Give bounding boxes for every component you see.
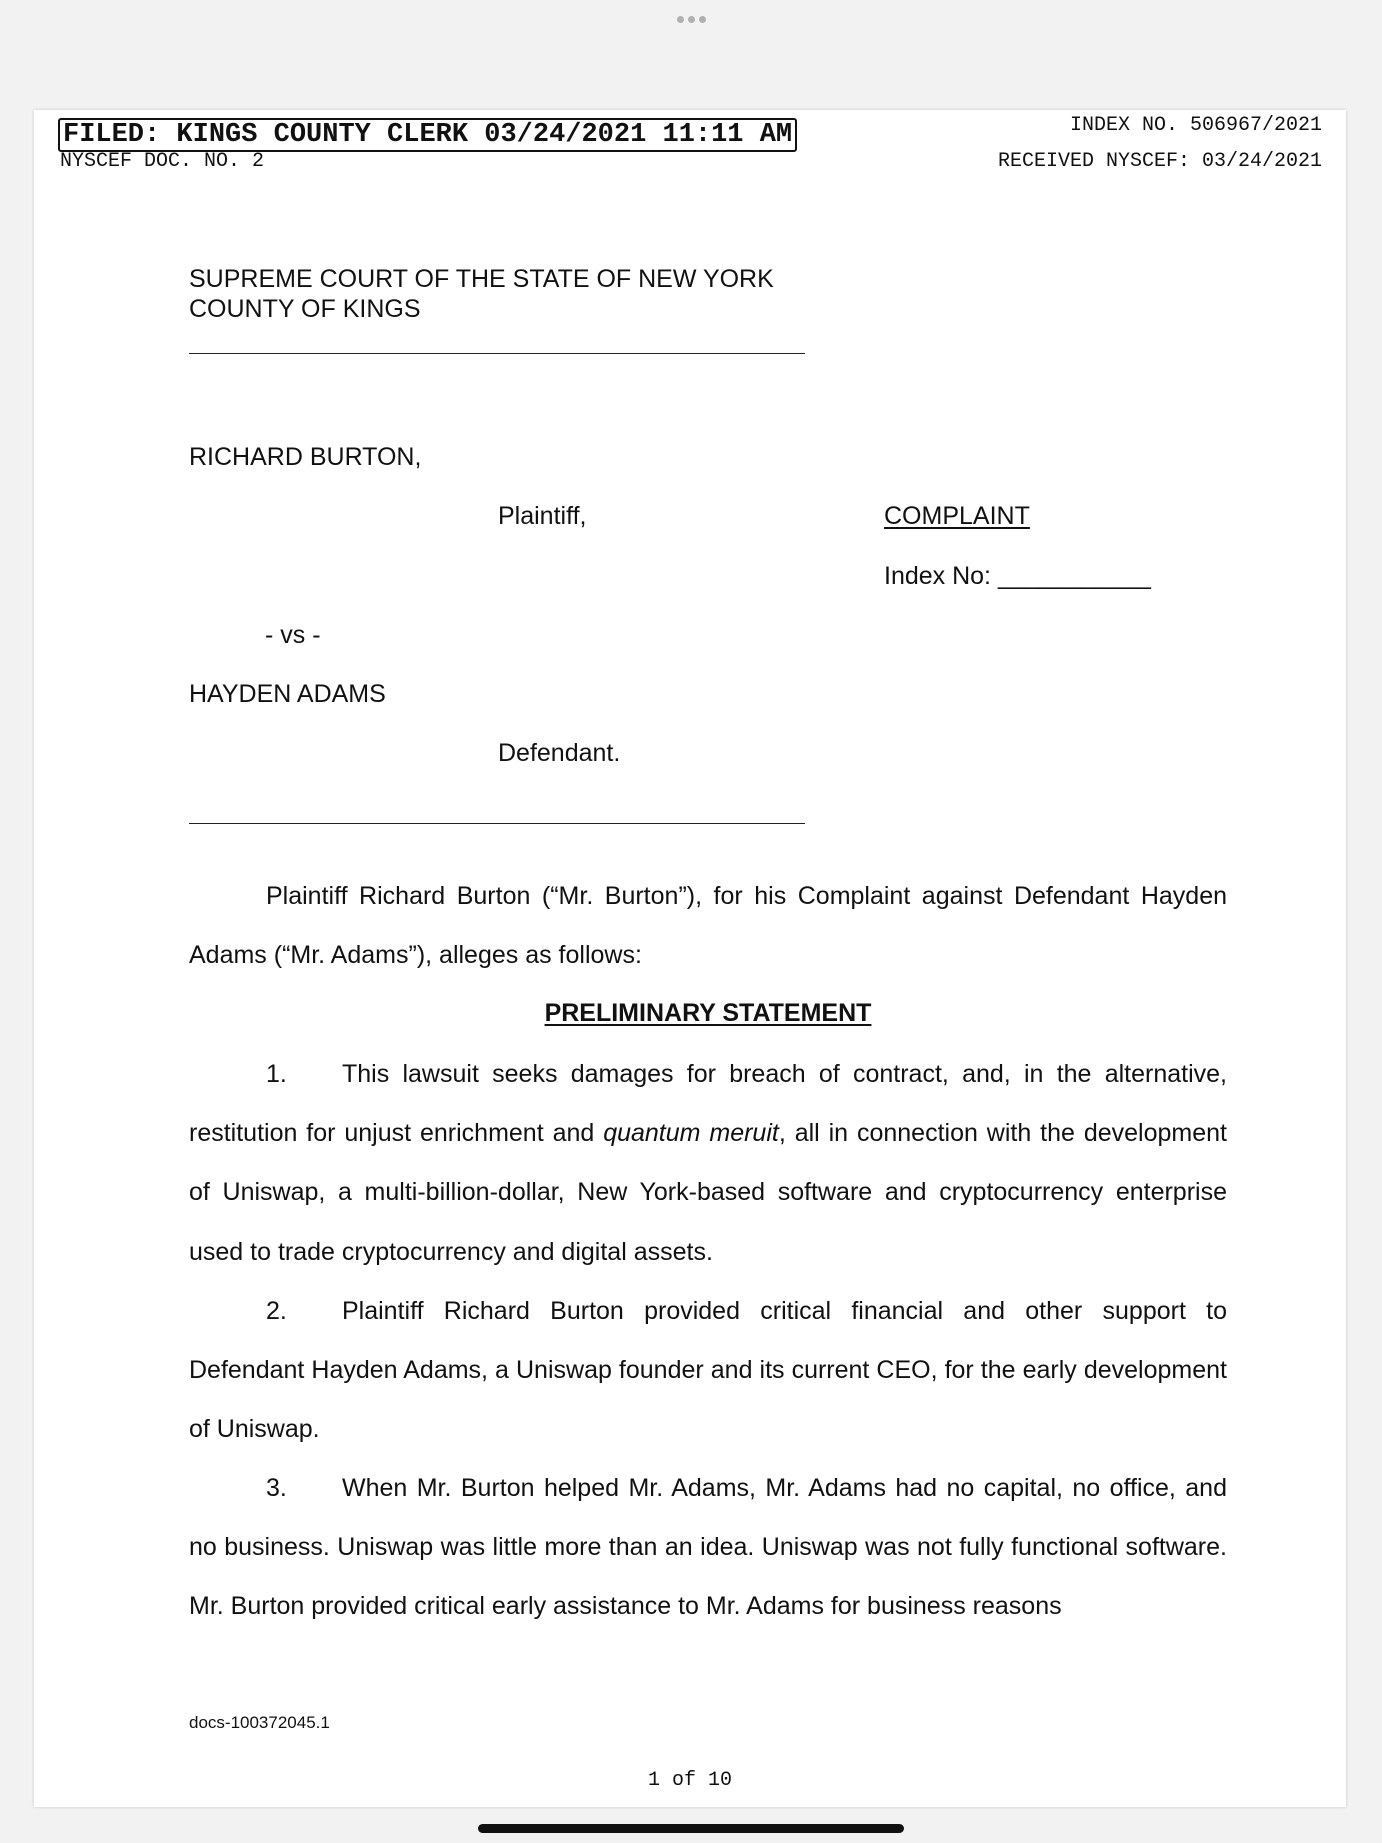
court-county: COUNTY OF KINGS bbox=[189, 295, 421, 323]
versus: - vs - bbox=[265, 621, 321, 649]
received-date: RECEIVED NYSCEF: 03/24/2021 bbox=[997, 150, 1322, 173]
defendant-role: Defendant. bbox=[498, 739, 621, 767]
defendant-name: HAYDEN ADAMS bbox=[189, 680, 386, 708]
caption-divider-top bbox=[189, 353, 805, 354]
paragraph-number: 1. bbox=[266, 1060, 287, 1088]
index-number: INDEX NO. 506967/2021 bbox=[1069, 114, 1322, 137]
document-page bbox=[34, 110, 1346, 1807]
plaintiff-name: RICHARD BURTON, bbox=[189, 443, 422, 471]
index-number-blank: Index No: ___________ bbox=[884, 562, 1151, 590]
plaintiff-role: Plaintiff, bbox=[498, 502, 587, 530]
caption-divider-bottom bbox=[189, 823, 805, 824]
paragraph-2: 2. Plaintiff Richard Burton provided critical financial and other support to Defendant Hayden Adams, a Uniswap founder and its current CEO, for the early development of Uniswap. bbox=[189, 1282, 1227, 1460]
nyscef-doc-number: NYSCEF DOC. NO. 2 bbox=[60, 150, 265, 173]
document-id: docs-100372045.1 bbox=[189, 1713, 330, 1732]
page-number: 1 of 10 bbox=[647, 1769, 732, 1792]
home-indicator[interactable] bbox=[478, 1824, 904, 1833]
paragraph-number: 3. bbox=[266, 1474, 287, 1502]
filed-stamp: FILED: KINGS COUNTY CLERK 03/24/2021 11:11 AM bbox=[58, 118, 797, 152]
court-name: SUPREME COURT OF THE STATE OF NEW YORK bbox=[189, 265, 774, 293]
section-heading: PRELIMINARY STATEMENT bbox=[544, 999, 872, 1027]
paragraph-1: 1. This lawsuit seeks damages for breach of contract, and, in the alternative, restitution for unjust enrichment and quantum meruit, all in connection with the development of Uniswap, a multi-billion-dollar, New York-based software and cryptocurrency enterprise used to trade cryptocurrency and digital assets. bbox=[189, 1045, 1227, 1282]
more-options-icon[interactable] bbox=[0, 10, 1382, 24]
intro-paragraph: Plaintiff Richard Burton (“Mr. Burton”), for his Complaint against Defendant Hayden Adams (“Mr. Adams”), alleges as follows: bbox=[189, 882, 1227, 970]
document-type: COMPLAINT bbox=[884, 502, 1030, 530]
paragraph-number: 2. bbox=[266, 1297, 287, 1325]
paragraph-3: 3. When Mr. Burton helped Mr. Adams, Mr. Adams had no capital, no office, and no business. Uniswap was little more than an idea. Uniswap was not fully functional software. Mr. Burton provided critical early assistance to Mr. Adams for business reasons bbox=[189, 1459, 1227, 1637]
